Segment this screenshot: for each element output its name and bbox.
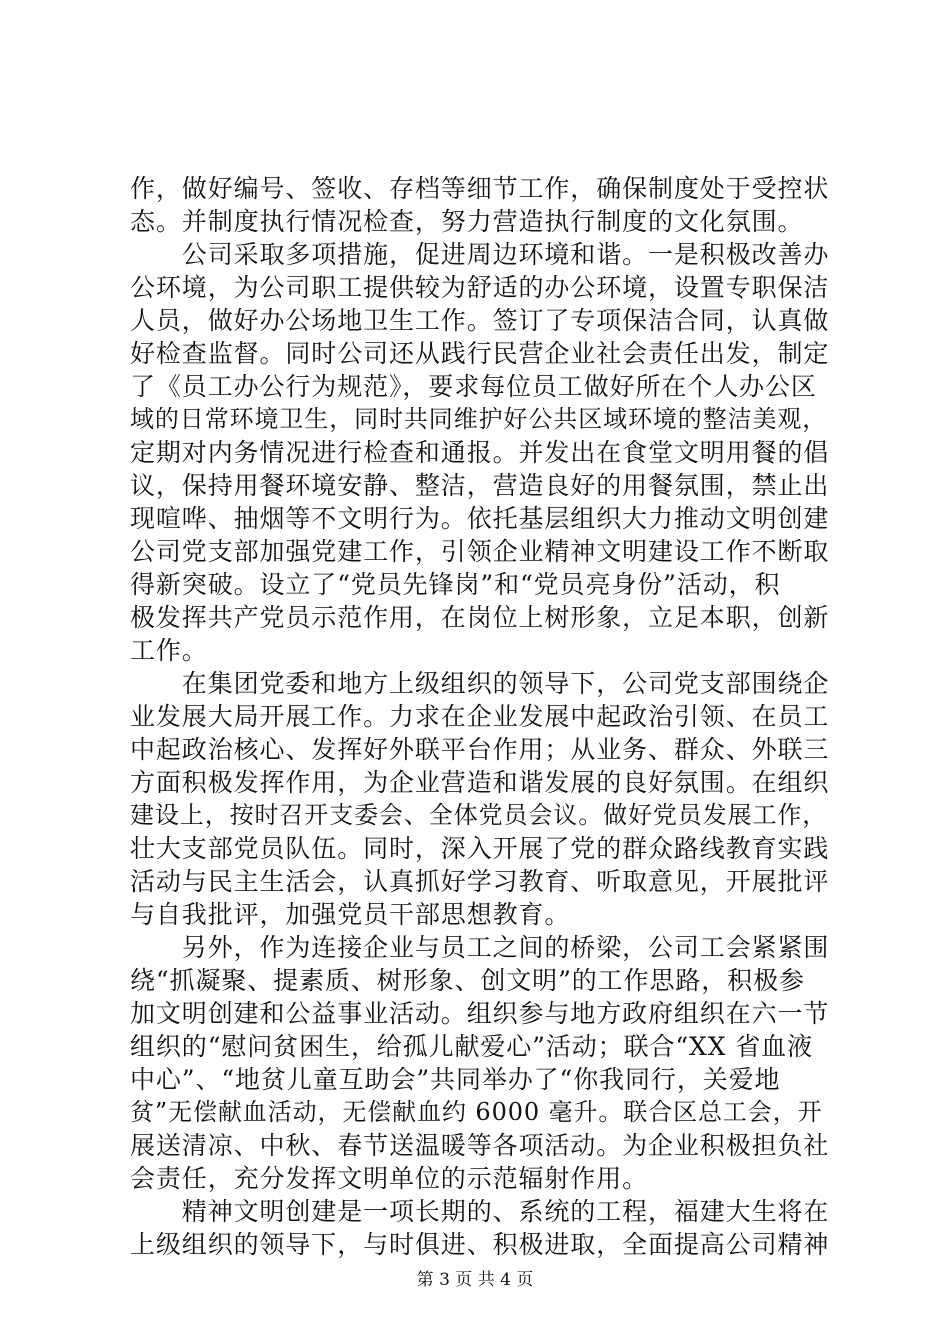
text-line: 活动与民主生活会，认真抓好学习教育、听取意见，开展批评 (130, 867, 830, 896)
text-line: 精神文明创建是一项长期的、系统的工程，福建大生将在 (130, 1197, 830, 1226)
text-line: 极发挥共产党员示范作用，在岗位上树形象，立足本职，创新 (130, 603, 830, 632)
text-line: 展送清凉、中秋、春节送温暖等各项活动。为企业积极担负社 (130, 1131, 830, 1160)
text-line: 定期对内务情况进行检查和通报。并发出在食堂文明用餐的倡 (130, 438, 830, 467)
text-line: 与自我批评，加强党员干部思想教育。 (130, 900, 571, 929)
text-line: 业发展大局开展工作。力求在企业发展中起政治引领、在员工 (130, 702, 830, 731)
text-line: 议，保持用餐环境安静、整洁，营造良好的用餐氛围，禁止出 (130, 471, 830, 500)
text-line: 态。并制度执行情况检查，努力营造执行制度的文化氛围。 (130, 207, 804, 236)
text-line: 中起政治核心、发挥好外联平台作用；从业务、群众、外联三 (130, 735, 830, 764)
body-text (130, 172, 830, 1261)
text-line: 了《员工办公行为规范》，要求每位员工做好所在个人办公区 (130, 372, 817, 401)
text-line: 方面积极发挥作用，为企业营造和谐发展的良好氛围。在组织 (130, 768, 830, 797)
text-line: 公司党支部加强党建工作，引领企业精神文明建设工作不断取 (130, 537, 830, 566)
text-line: 绕“抓凝聚、提素质、树形象、创文明”的工作思路，积极参 (130, 966, 805, 995)
text-line: 在集团党委和地方上级组织的领导下，公司党支部围绕企 (130, 669, 830, 698)
text-line: 组织的“慰问贫困生，给孤儿献爱心”活动；联合“XX 省血液 (130, 1032, 813, 1061)
text-line: 好检查监督。同时公司还从践行民营企业社会责任出发，制定 (130, 339, 830, 368)
text-line: 壮大支部党员队伍。同时，深入开展了党的群众路线教育实践 (130, 834, 830, 863)
text-line: 中心”、“地贫儿童互助会”共同举办了“你我同行，关爱地 (130, 1065, 781, 1094)
text-line: 人员，做好办公场地卫生工作。签订了专项保洁合同，认真做 (130, 306, 830, 335)
text-line: 得新突破。设立了“党员先锋岗”和“党员亮身份”活动，积 (130, 570, 781, 599)
page-number-footer: 第 3 页 共 4 页 (416, 1270, 534, 1290)
text-line: 建设上，按时召开支委会、全体党员会议。做好党员发展工作， (130, 801, 828, 829)
text-line: 作，做好编号、签收、存档等细节工作，确保制度处于受控状 (130, 174, 830, 203)
text-line: 上级组织的领导下，与时俱进、积极进取，全面提高公司精神 (130, 1230, 830, 1259)
text-line: 工作。 (130, 636, 208, 665)
text-line: 加文明创建和公益事业活动。组织参与地方政府组织在六一节 (130, 999, 830, 1028)
text-line: 另外，作为连接企业与员工之间的桥梁，公司工会紧紧围 (130, 933, 830, 962)
text-line: 现喧哗、抽烟等不文明行为。依托基层组织大力推动文明创建 (130, 504, 830, 533)
text-line: 贫”无偿献血活动，无偿献血约 6000 毫升。联合区总工会，开 (130, 1098, 823, 1126)
text-line: 会责任，充分发挥文明单位的示范辐射作用。 (130, 1164, 649, 1193)
text-line: 公司采取多项措施，促进周边环境和谐。一是积极改善办 (130, 240, 830, 269)
text-line: 域的日常环境卫生，同时共同维护好公共区域环境的整洁美观， (130, 405, 828, 433)
text-line: 公环境，为公司职工提供较为舒适的办公环境，设置专职保洁 (130, 273, 830, 302)
